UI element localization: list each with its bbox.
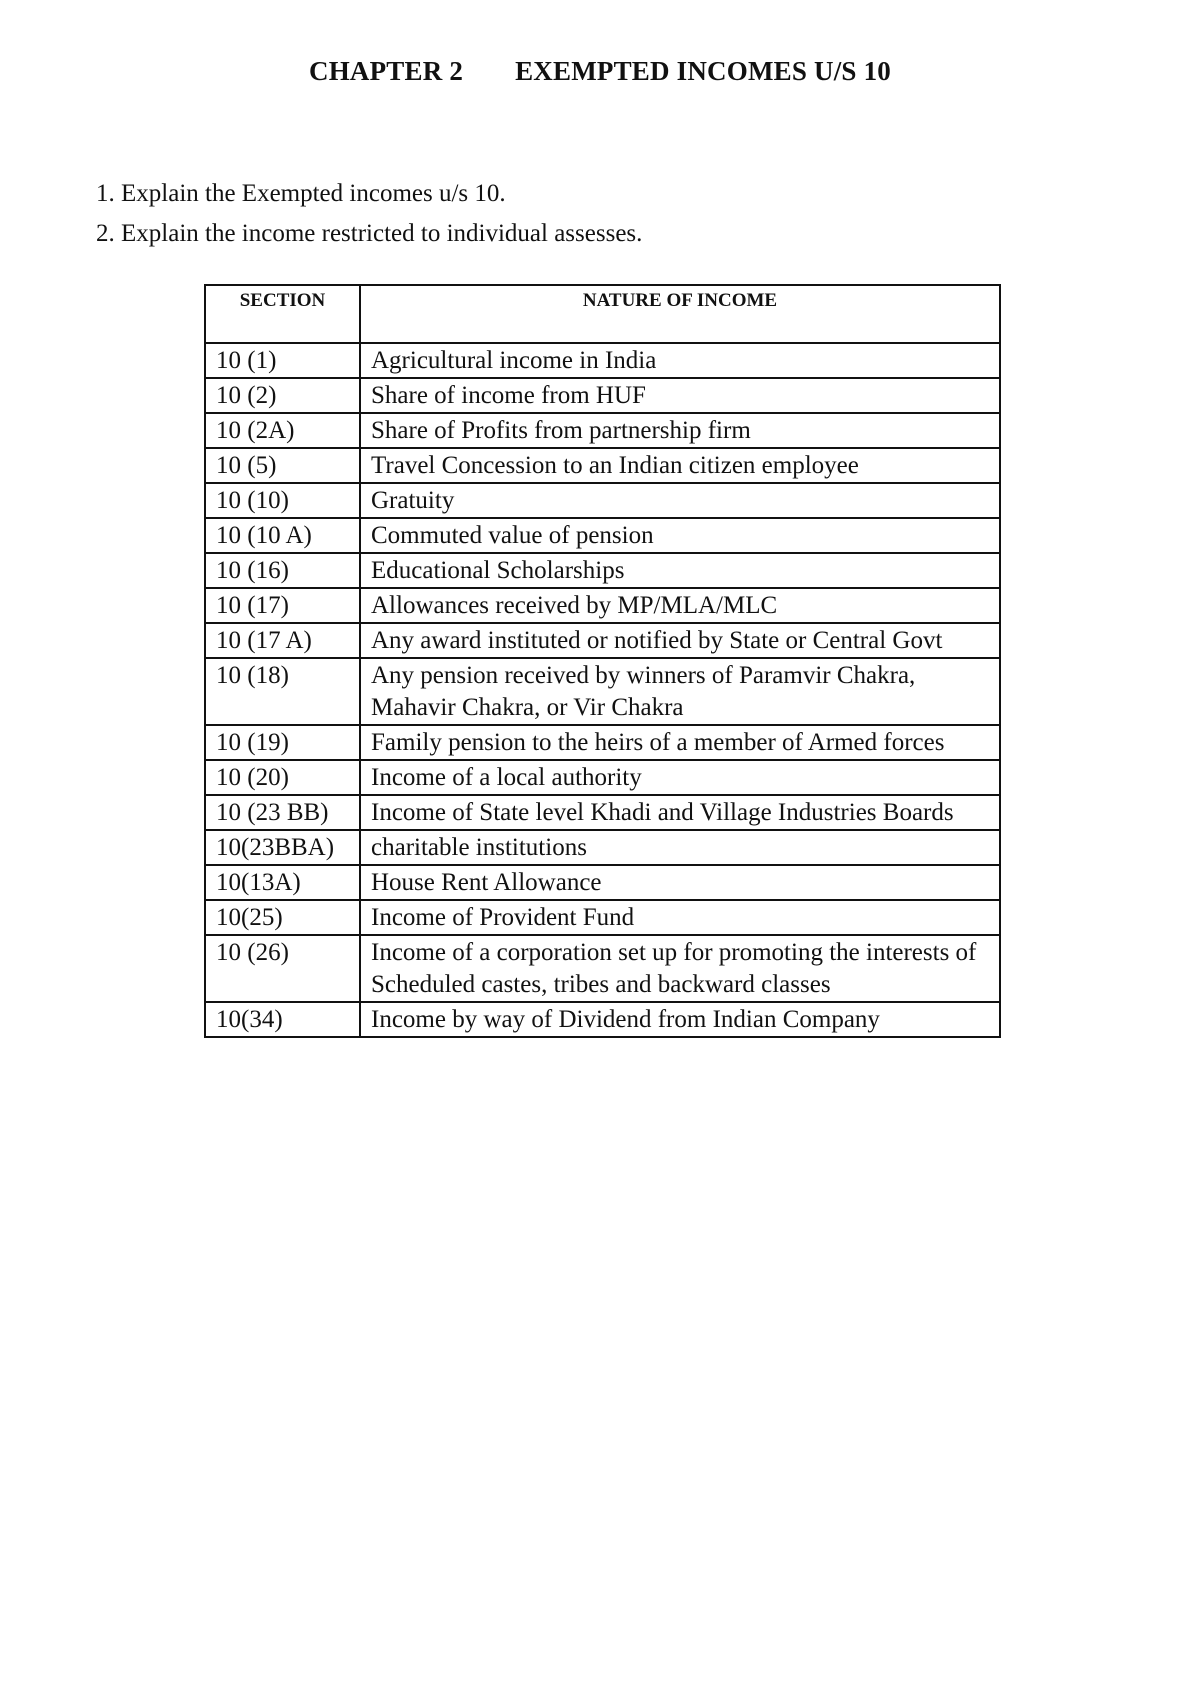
column-header-section: SECTION [205,285,360,343]
nature-cell: Income of State level Khadi and Village Industries Boards [360,795,1000,830]
question-item: 1. Explain the Exempted incomes u/s 10. [96,180,506,207]
table-row [205,378,1000,413]
section-cell: 10(23BBA) [205,830,360,865]
table-row [205,725,1000,760]
table-row [205,483,1000,518]
question-list [96,174,642,254]
nature-cell: Commuted value of pension [360,518,1000,553]
section-cell: 10 (23 BB) [205,795,360,830]
nature-cell: House Rent Allowance [360,865,1000,900]
table-row [205,658,1000,725]
section-cell: 10(34) [205,1002,360,1037]
table-row [205,760,1000,795]
section-cell: 10 (20) [205,760,360,795]
chapter-label: CHAPTER 2 [309,56,464,86]
section-cell: 10 (1) [205,343,360,378]
section-cell: 10 (19) [205,725,360,760]
section-cell: 10 (17 A) [205,623,360,658]
section-cell: 10 (18) [205,658,360,725]
table-row [205,830,1000,865]
table-row [205,865,1000,900]
page-title [0,56,1200,87]
table-row [205,518,1000,553]
nature-cell: Travel Concession to an Indian citizen employee [360,448,1000,483]
table-header-row [205,285,1000,343]
table-row [205,623,1000,658]
nature-cell: Agricultural income in India [360,343,1000,378]
table-row [205,935,1000,1002]
table-row [205,413,1000,448]
nature-cell: Income of Provident Fund [360,900,1000,935]
table-row [205,795,1000,830]
nature-cell: Allowances received by MP/MLA/MLC [360,588,1000,623]
exempted-income-table [204,284,1001,1038]
nature-cell: charitable institutions [360,830,1000,865]
section-cell: 10(13A) [205,865,360,900]
nature-cell: Family pension to the heirs of a member of Armed forces [360,725,1000,760]
nature-cell: Share of Profits from partnership firm [360,413,1000,448]
nature-cell: Educational Scholarships [360,553,1000,588]
nature-cell: Any pension received by winners of Paramvir Chakra, Mahavir Chakra, or Vir Chakra [360,658,1000,725]
table-row [205,588,1000,623]
section-cell: 10 (2) [205,378,360,413]
table-row [205,343,1000,378]
table-row [205,553,1000,588]
table-row [205,1002,1000,1037]
section-cell: 10 (26) [205,935,360,1002]
section-cell: 10 (2A) [205,413,360,448]
section-cell: 10 (5) [205,448,360,483]
section-cell: 10(25) [205,900,360,935]
chapter-title: EXEMPTED INCOMES U/S 10 [515,56,891,86]
nature-cell: Income of a corporation set up for promoting the interests of Scheduled castes, tribes and backward classes [360,935,1000,1002]
column-header-nature: NATURE OF INCOME [360,285,1000,343]
section-cell: 10 (10 A) [205,518,360,553]
section-cell: 10 (10) [205,483,360,518]
nature-cell: Income of a local authority [360,760,1000,795]
nature-cell: Share of income from HUF [360,378,1000,413]
nature-cell: Gratuity [360,483,1000,518]
table-row [205,448,1000,483]
nature-cell: Any award instituted or notified by State or Central Govt [360,623,1000,658]
section-cell: 10 (16) [205,553,360,588]
question-item: 2. Explain the income restricted to individual assesses. [96,220,643,247]
table-row [205,900,1000,935]
section-cell: 10 (17) [205,588,360,623]
nature-cell: Income by way of Dividend from Indian Company [360,1002,1000,1037]
